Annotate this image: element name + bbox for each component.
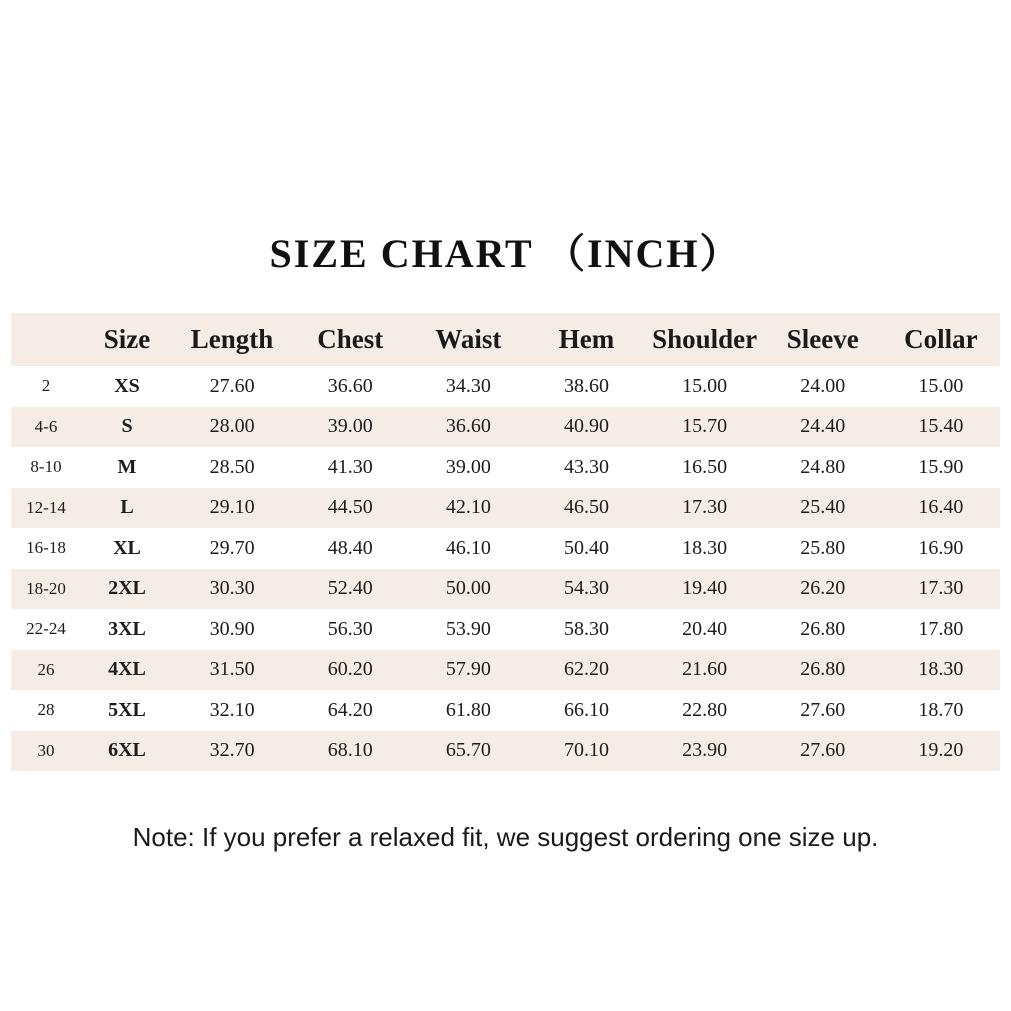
cell-length: 30.30 <box>209 577 255 600</box>
cell-chest: 60.20 <box>327 658 373 681</box>
column-header-waist: Waist <box>435 324 502 354</box>
cell-numeric-size: 4-6 <box>34 416 58 436</box>
cell-shoulder: 20.40 <box>682 617 728 640</box>
cell-shoulder: 18.30 <box>682 536 728 559</box>
cell-shoulder: 19.40 <box>682 577 728 600</box>
cell-numeric-size: 26 <box>37 659 55 679</box>
cell-sleeve: 24.80 <box>800 455 846 478</box>
cell-hem: 66.10 <box>563 698 609 721</box>
cell-collar: 16.40 <box>918 496 964 519</box>
cell-collar: 18.70 <box>918 698 964 721</box>
cell-collar: 19.20 <box>918 739 964 762</box>
cell-waist: 65.70 <box>445 739 491 762</box>
cell-sleeve: 26.80 <box>800 617 846 640</box>
cell-shoulder: 16.50 <box>682 455 728 478</box>
column-header-chest: Chest <box>317 324 384 354</box>
cell-numeric-size: 18-20 <box>26 578 66 598</box>
column-header-size: Size <box>103 324 151 354</box>
cell-collar: 17.80 <box>918 617 964 640</box>
table-row <box>11 528 1000 569</box>
table-row <box>11 690 1000 731</box>
table-row <box>11 447 1000 488</box>
cell-waist: 61.80 <box>445 698 491 721</box>
cell-hem: 70.10 <box>563 739 609 762</box>
cell-length: 28.50 <box>209 455 255 478</box>
table-row <box>11 609 1000 650</box>
cell-chest: 64.20 <box>327 698 373 721</box>
cell-waist: 34.30 <box>445 374 491 397</box>
cell-size: S <box>121 415 133 438</box>
cell-collar: 18.30 <box>918 658 964 681</box>
cell-size: XL <box>113 536 141 559</box>
cell-length: 28.00 <box>209 415 255 438</box>
cell-hem: 58.30 <box>563 617 609 640</box>
cell-waist: 39.00 <box>445 455 491 478</box>
size-chart-table <box>11 313 1000 771</box>
column-header-hem: Hem <box>558 324 615 354</box>
cell-collar: 15.00 <box>918 374 964 397</box>
cell-sleeve: 27.60 <box>800 739 846 762</box>
cell-chest: 48.40 <box>327 536 373 559</box>
cell-length: 32.10 <box>209 698 255 721</box>
cell-waist: 53.90 <box>445 617 491 640</box>
cell-collar: 17.30 <box>918 577 964 600</box>
table-row <box>11 731 1000 772</box>
table-row <box>11 407 1000 448</box>
cell-length: 32.70 <box>209 739 255 762</box>
cell-waist: 36.60 <box>445 415 491 438</box>
cell-chest: 68.10 <box>327 739 373 762</box>
cell-length: 31.50 <box>209 658 255 681</box>
cell-size: 2XL <box>108 577 146 600</box>
cell-collar: 15.90 <box>918 455 964 478</box>
table-row <box>11 650 1000 691</box>
cell-sleeve: 27.60 <box>800 698 846 721</box>
column-header-length: Length <box>190 324 274 354</box>
cell-size: XS <box>114 374 140 397</box>
cell-length: 30.90 <box>209 617 255 640</box>
table-header <box>11 313 1000 366</box>
cell-numeric-size: 28 <box>37 700 55 720</box>
cell-waist: 42.10 <box>445 496 491 519</box>
cell-collar: 16.90 <box>918 536 964 559</box>
cell-sleeve: 25.40 <box>800 496 846 519</box>
cell-size: 5XL <box>108 698 146 721</box>
cell-shoulder: 21.60 <box>682 658 728 681</box>
cell-chest: 36.60 <box>327 374 373 397</box>
cell-size: 3XL <box>108 617 146 640</box>
cell-shoulder: 23.90 <box>682 739 728 762</box>
table-body <box>11 366 1000 771</box>
cell-size: 4XL <box>108 658 146 681</box>
cell-size: L <box>120 496 134 519</box>
column-header-sleeve: Sleeve <box>786 324 859 354</box>
cell-numeric-size: 8-10 <box>30 457 62 477</box>
cell-waist: 57.90 <box>445 658 491 681</box>
page-title: SIZE CHART （INCH） <box>269 231 742 276</box>
cell-chest: 39.00 <box>327 415 373 438</box>
cell-sleeve: 26.80 <box>800 658 846 681</box>
header-row <box>11 313 1000 366</box>
cell-numeric-size: 16-18 <box>26 538 66 558</box>
column-header-shoulder: Shoulder <box>652 324 758 354</box>
table-row <box>11 366 1000 407</box>
cell-length: 27.60 <box>209 374 255 397</box>
cell-numeric-size: 30 <box>37 740 55 760</box>
cell-size: 6XL <box>108 739 146 762</box>
cell-numeric-size: 22-24 <box>26 619 66 639</box>
cell-size: M <box>117 455 137 478</box>
cell-numeric-size: 2 <box>41 376 51 396</box>
cell-hem: 54.30 <box>563 577 609 600</box>
cell-shoulder: 15.70 <box>682 415 728 438</box>
cell-hem: 43.30 <box>563 455 609 478</box>
cell-shoulder: 22.80 <box>682 698 728 721</box>
cell-length: 29.10 <box>209 496 255 519</box>
cell-chest: 44.50 <box>327 496 373 519</box>
cell-sleeve: 26.20 <box>800 577 846 600</box>
cell-shoulder: 15.00 <box>682 374 728 397</box>
cell-sleeve: 24.00 <box>800 374 846 397</box>
cell-hem: 40.90 <box>563 415 609 438</box>
cell-hem: 50.40 <box>563 536 609 559</box>
fit-note: Note: If you prefer a relaxed fit, we suggest ordering one size up. <box>132 822 879 852</box>
table-row <box>11 488 1000 529</box>
cell-chest: 52.40 <box>327 577 373 600</box>
cell-hem: 62.20 <box>563 658 609 681</box>
cell-waist: 46.10 <box>445 536 491 559</box>
size-chart-table-container <box>11 313 1000 771</box>
cell-waist: 50.00 <box>445 577 491 600</box>
cell-numeric-size: 12-14 <box>26 497 66 517</box>
cell-sleeve: 24.40 <box>800 415 846 438</box>
column-header-collar: Collar <box>904 324 978 354</box>
cell-sleeve: 25.80 <box>800 536 846 559</box>
cell-chest: 56.30 <box>327 617 373 640</box>
cell-hem: 38.60 <box>563 374 609 397</box>
cell-collar: 15.40 <box>918 415 964 438</box>
cell-length: 29.70 <box>209 536 255 559</box>
table-row <box>11 569 1000 610</box>
cell-chest: 41.30 <box>327 455 373 478</box>
cell-shoulder: 17.30 <box>682 496 728 519</box>
cell-hem: 46.50 <box>563 496 609 519</box>
column-header-numeric-size <box>11 313 81 366</box>
